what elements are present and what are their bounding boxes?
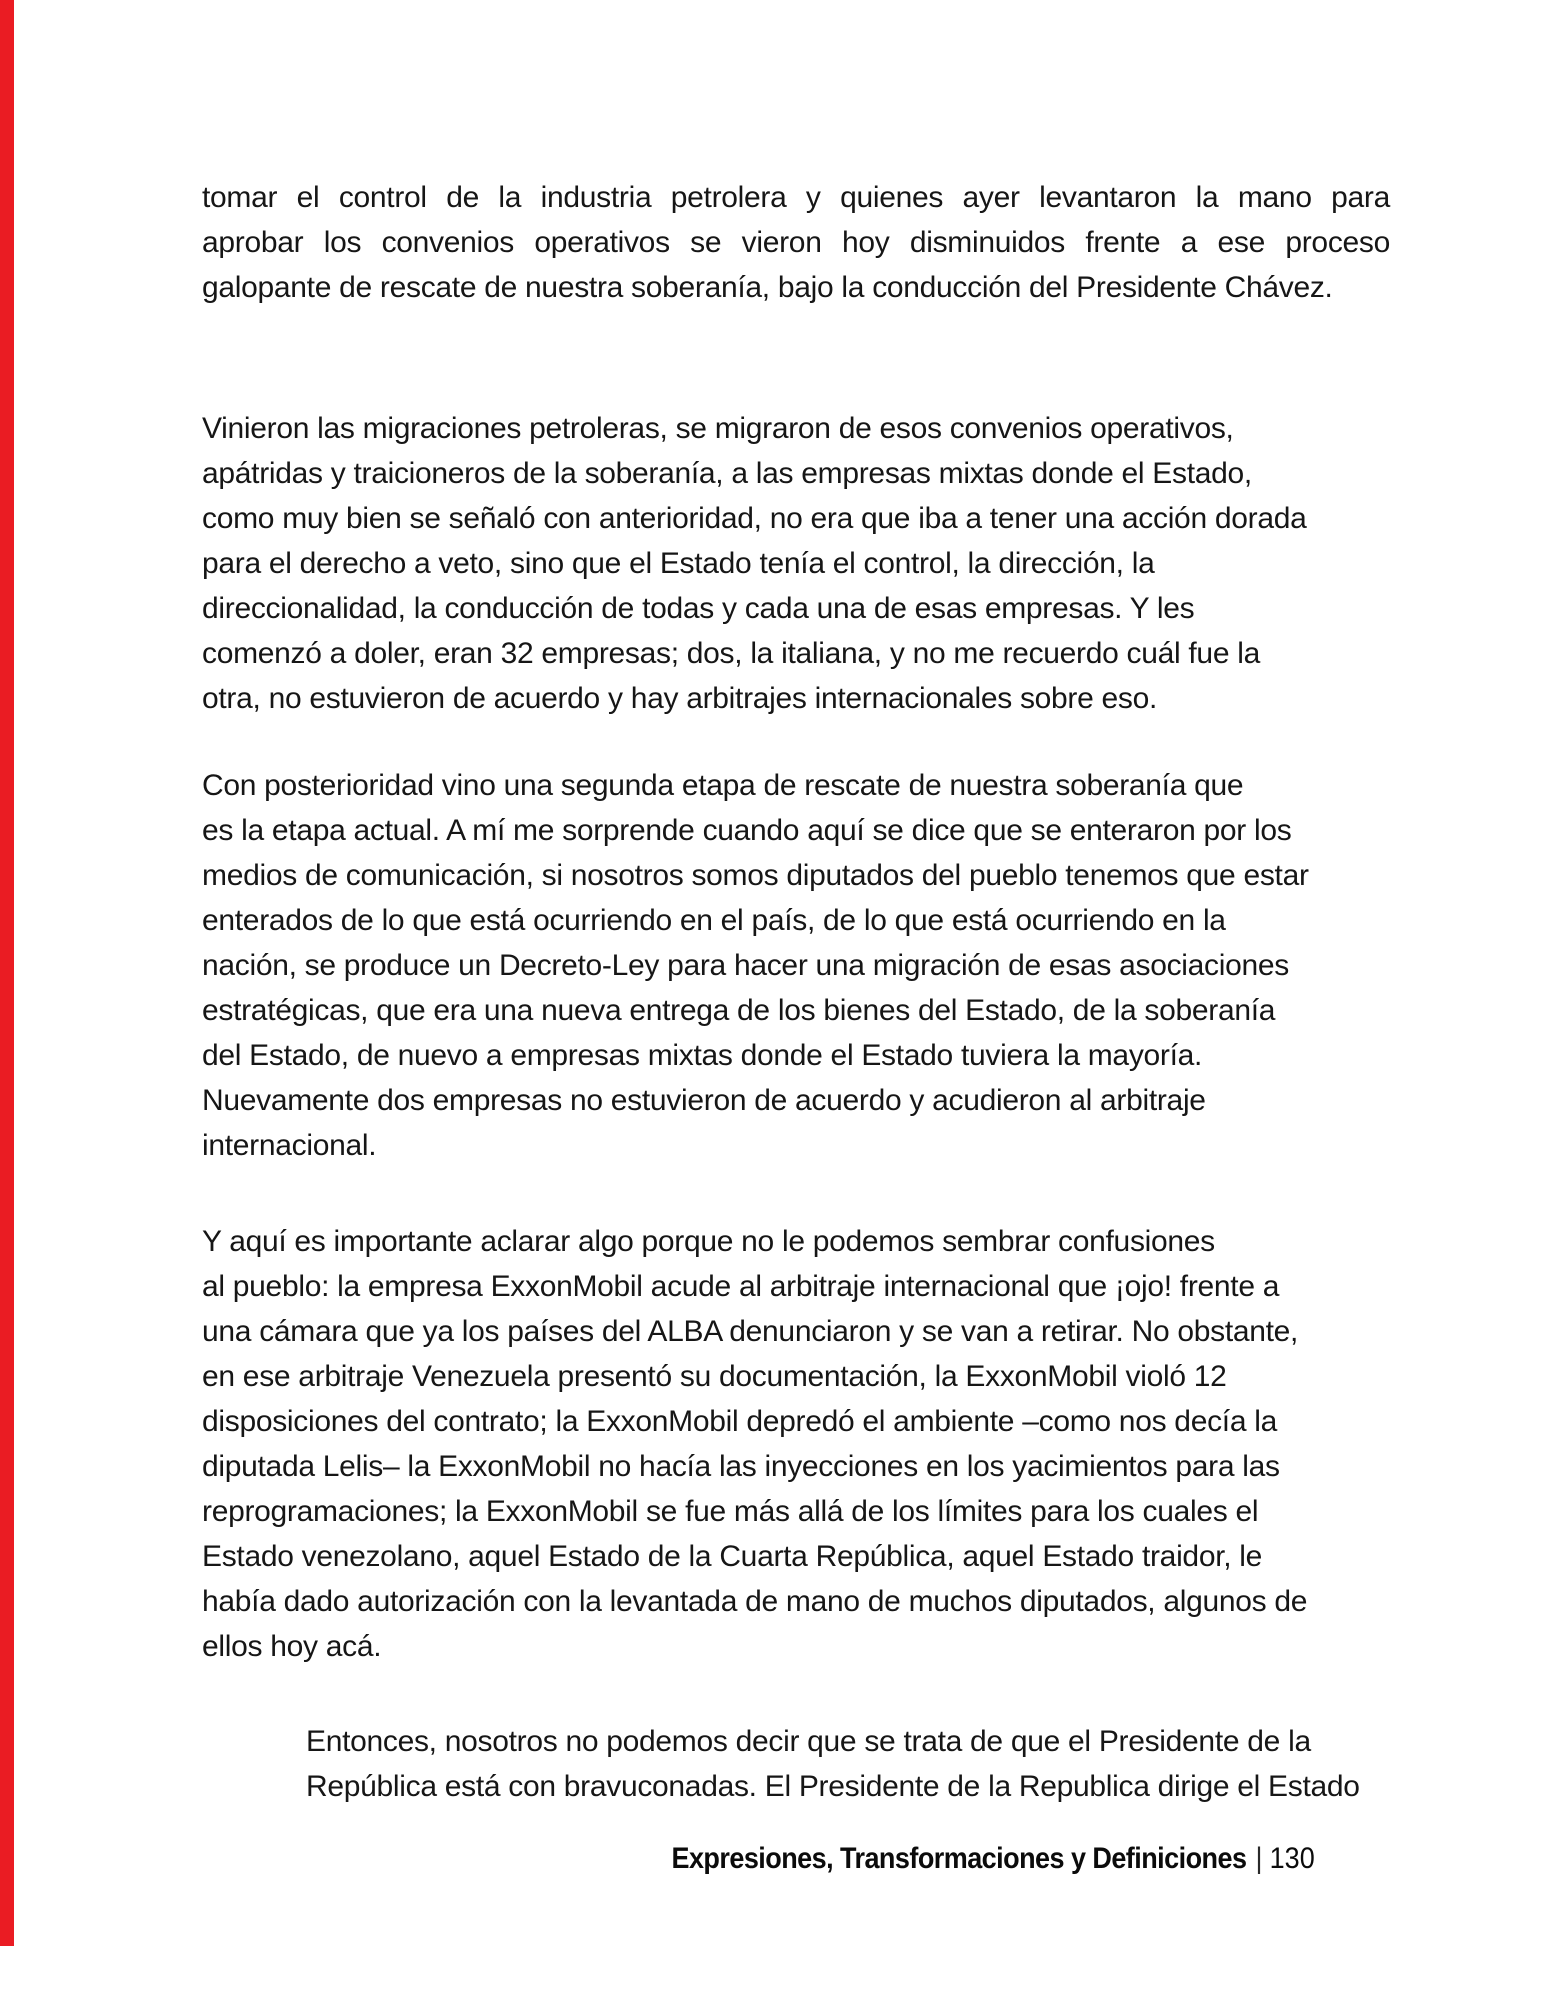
text-line: galopante de rescate de nuestra soberanía, bajo la conducción del Presidente Chávez.: [202, 271, 1333, 304]
text-line: para el derecho a veto, sino que el Estado tenía el control, la dirección, la: [202, 547, 1155, 580]
footer-book-title: Expresiones, Transformaciones y Definiciones: [671, 1842, 1247, 1875]
footer-page-number: 130: [1269, 1842, 1315, 1875]
text-line: como muy bien se señaló con anterioridad, no era que iba a tener una acción dorada: [202, 502, 1307, 535]
text-line: Entonces, nosotros no podemos decir que se trata de que el Presidente de la: [306, 1725, 1311, 1758]
text-line: ellos hoy acá.: [202, 1630, 382, 1663]
paragraph: [202, 175, 1390, 310]
text-line: internacional.: [202, 1129, 377, 1162]
paragraph: [202, 406, 1390, 721]
text-line: comenzó a doler, eran 32 empresas; dos, la italiana, y no me recuerdo cuál fue la: [202, 637, 1260, 670]
page-footer: [672, 1842, 1315, 1876]
footer-separator: |: [1255, 1842, 1263, 1875]
text-line: disposiciones del contrato; la ExxonMobil depredó el ambiente –como nos decía la: [202, 1405, 1277, 1438]
text-line: nación, se produce un Decreto-Ley para hacer una migración de esas asociaciones: [202, 949, 1289, 982]
text-line: tomar el control de la industria petrolera y quienes ayer levantaron la mano para: [202, 181, 1390, 214]
text-line: Y aquí es importante aclarar algo porque no le podemos sembrar confusiones: [202, 1225, 1215, 1258]
text-line: una cámara que ya los países del ALBA denunciaron y se van a retirar. No obstante,: [202, 1315, 1299, 1348]
page-edge-accent-bar: [0, 0, 14, 1946]
text-line: reprogramaciones; la ExxonMobil se fue más allá de los límites para los cuales el: [202, 1495, 1259, 1528]
text-line: estratégicas, que era una nueva entrega de los bienes del Estado, de la soberanía: [202, 994, 1276, 1027]
text-line: Vinieron las migraciones petroleras, se migraron de esos convenios operativos,: [202, 412, 1234, 445]
text-line: Estado venezolano, aquel Estado de la Cuarta República, aquel Estado traidor, le: [202, 1540, 1263, 1573]
text-line: Con posterioridad vino una segunda etapa de rescate de nuestra soberanía que: [202, 769, 1244, 802]
text-line: Nuevamente dos empresas no estuvieron de acuerdo y acudieron al arbitraje: [202, 1084, 1206, 1117]
text-line: apátridas y traicioneros de la soberanía, a las empresas mixtas donde el Estado,: [202, 457, 1252, 490]
text-line: medios de comunicación, si nosotros somos diputados del pueblo tenemos que estar: [202, 859, 1309, 892]
text-line: diputada Lelis– la ExxonMobil no hacía las inyecciones en los yacimientos para las: [202, 1450, 1280, 1483]
text-line: aprobar los convenios operativos se vieron hoy disminuidos frente a ese proceso: [202, 226, 1390, 259]
text-line: al pueblo: la empresa ExxonMobil acude al arbitraje internacional que ¡ojo! frente a: [202, 1270, 1280, 1303]
paragraph: [202, 763, 1390, 1168]
paragraph: [202, 1219, 1390, 1669]
text-line: del Estado, de nuevo a empresas mixtas donde el Estado tuviera la mayoría.: [202, 1039, 1203, 1072]
text-line: República está con bravuconadas. El Presidente de la Republica dirige el Estado: [306, 1770, 1360, 1803]
text-line: es la etapa actual. A mí me sorprende cuando aquí se dice que se enteraron por los: [202, 814, 1292, 847]
text-line: direccionalidad, la conducción de todas y cada una de esas empresas. Y les: [202, 592, 1195, 625]
text-line: otra, no estuvieron de acuerdo y hay arbitrajes internacionales sobre eso.: [202, 682, 1158, 715]
paragraph: [306, 1719, 1390, 1809]
text-line: había dado autorización con la levantada de mano de muchos diputados, algunos de: [202, 1585, 1308, 1618]
text-line: enterados de lo que está ocurriendo en el país, de lo que está ocurriendo en la: [202, 904, 1226, 937]
text-line: en ese arbitraje Venezuela presentó su documentación, la ExxonMobil violó 12: [202, 1360, 1227, 1393]
